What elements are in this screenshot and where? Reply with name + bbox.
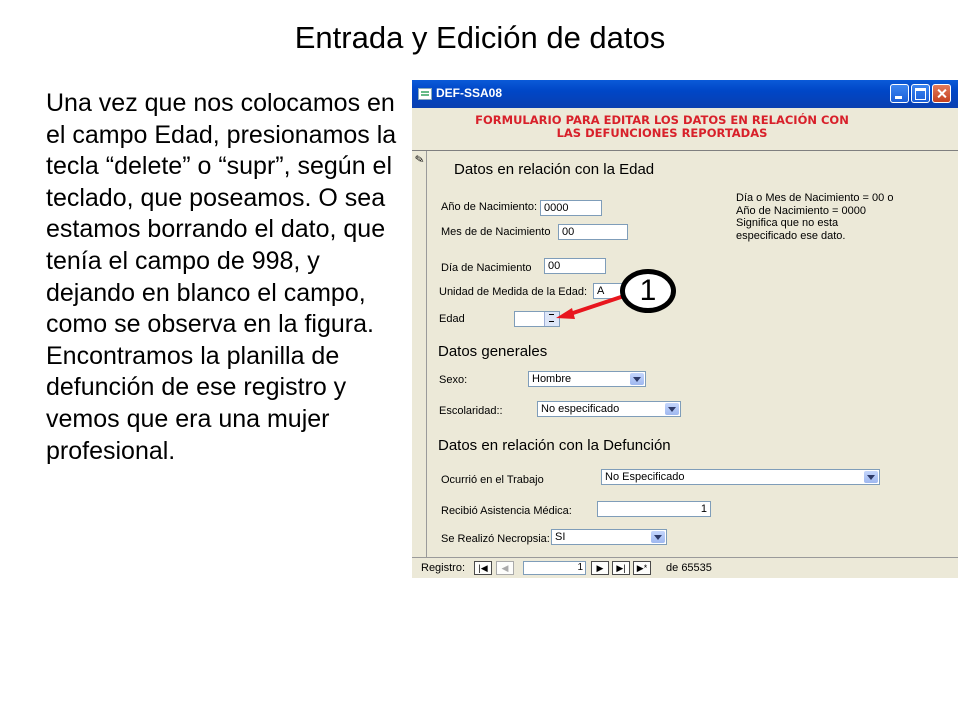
- asistencia-label: Recibió Asistencia Médica:: [441, 505, 572, 517]
- window-title: DEF-SSA08: [436, 86, 503, 100]
- necropsia-value: SI: [555, 531, 566, 543]
- first-record-button[interactable]: |◀: [474, 561, 492, 575]
- slide-body-text: Una vez que nos colocamos en el campo Edad, presionamos la tecla “delete” o “supr”, según el teclado, que poseamos. O sea estamos borrando el dato, que tenía el campo de 998, y dejando en blanco el campo, como se observa en la figura. Encontramos la planilla de defunción de ese registro y vemos que era una mujer profesional.: [46, 89, 397, 465]
- next-record-button[interactable]: ▶: [591, 561, 609, 575]
- escolaridad-label: Escolaridad::: [439, 405, 503, 417]
- dia-label: Día de Nacimiento: [441, 262, 532, 274]
- asistencia-input[interactable]: 1: [597, 501, 711, 517]
- anio-input[interactable]: 0000: [540, 200, 602, 216]
- pencil-icon: ✎: [414, 153, 426, 167]
- unidad-value: A: [597, 285, 605, 297]
- unidad-label: Unidad de Medida de la Edad:: [439, 286, 587, 298]
- new-record-button[interactable]: ▶*: [633, 561, 651, 575]
- arrow-shaft: [570, 296, 624, 314]
- navigator-total: 65535: [681, 562, 712, 574]
- slide-title: Entrada y Edición de datos: [294, 20, 666, 55]
- mes-label: Mes de de Nacimiento: [441, 226, 551, 238]
- section-edad-title: Datos en relación con la Edad: [454, 161, 655, 178]
- navigator-label: Registro:: [421, 562, 466, 574]
- form-header-line1: FORMULARIO PARA EDITAR LOS DATOS EN RELACIÓN CON: [475, 113, 849, 127]
- section-generales-title: Datos generales: [438, 343, 548, 360]
- note-line-2: Año de Nacimiento = 0000: [736, 204, 866, 217]
- escolaridad-value: No especificado: [541, 403, 620, 415]
- necropsia-label: Se Realizó Necropsia:: [441, 533, 550, 545]
- previous-record-button[interactable]: ◀: [496, 561, 514, 575]
- sexo-label: Sexo:: [439, 374, 468, 386]
- sexo-value: Hombre: [532, 373, 572, 385]
- trabajo-label: Ocurrió en el Trabajo: [441, 474, 544, 486]
- mes-input[interactable]: 00: [558, 224, 628, 240]
- form-header-line2: LAS DEFUNCIONES REPORTADAS: [556, 126, 768, 140]
- trabajo-value: No Especificado: [605, 471, 685, 483]
- note-line-1: Día o Mes de Nacimiento = 00 o: [736, 192, 894, 204]
- note-line-3: Significa que no esta: [736, 217, 839, 229]
- note-line-4: especificado ese dato.: [736, 229, 846, 242]
- step-marker-circle: 1: [620, 269, 676, 313]
- section-defuncion-title: Datos en relación con la Defunción: [438, 437, 671, 454]
- navigator-of-label: de: [666, 562, 679, 574]
- current-record-input[interactable]: 1: [523, 561, 586, 575]
- dia-input[interactable]: 00: [544, 258, 606, 274]
- arrow-head: [556, 308, 575, 319]
- edad-label: Edad: [439, 313, 465, 325]
- last-record-button[interactable]: ▶|: [612, 561, 630, 575]
- anio-label: Año de Nacimiento:: [441, 201, 537, 213]
